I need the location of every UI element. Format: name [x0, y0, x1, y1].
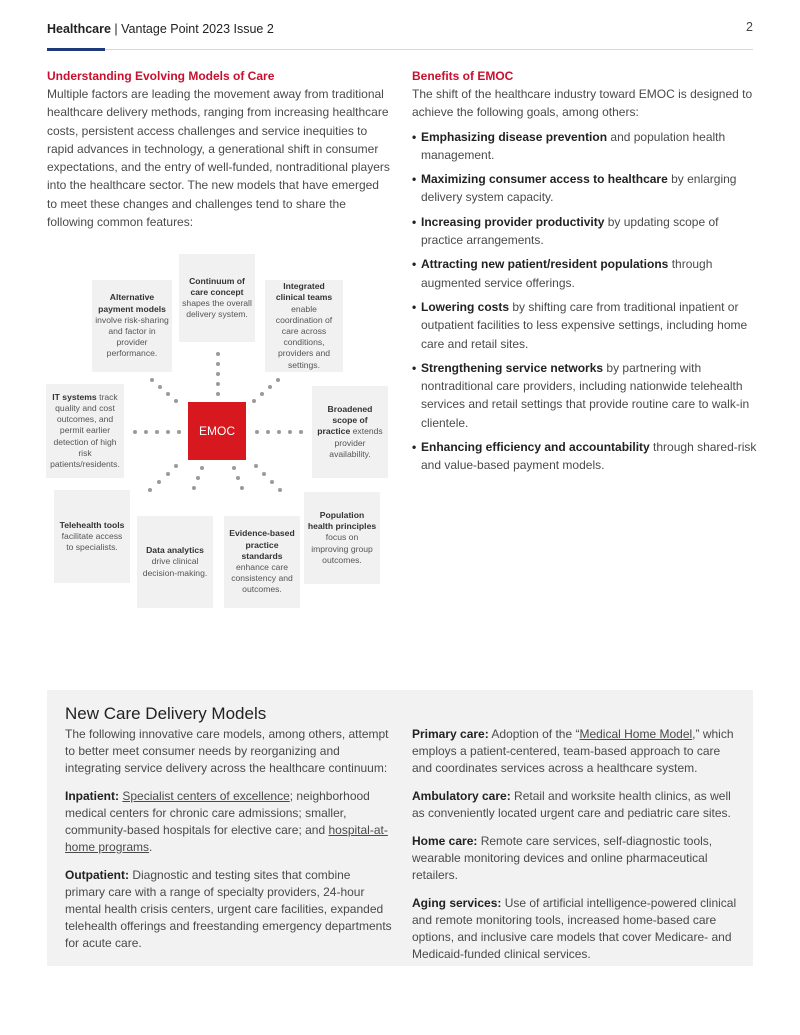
- benefit-item: • Strengthening service networks by partnering with nontraditional care providers, including nationwide telehealth services and retail settings that provide routine care to walk-in clientele.: [412, 359, 757, 432]
- connector-dot: [277, 430, 281, 434]
- page-header: [47, 20, 753, 50]
- benefit-item: • Emphasizing disease prevention and population health management.: [412, 128, 757, 165]
- emoc-diagram: [40, 250, 400, 615]
- connector-dot: [260, 392, 264, 396]
- connector-dot: [166, 472, 170, 476]
- diagram-box-evidence-based: Evidence-based practice standards enhance care consistency and outcomes.: [224, 516, 300, 608]
- section-heading-benefits: Benefits of EMOC: [412, 69, 514, 83]
- left-column: [47, 67, 392, 231]
- header-accent-rule: [47, 48, 105, 51]
- connector-dot: [155, 430, 159, 434]
- page-number: 2: [746, 20, 753, 34]
- connector-dot: [252, 399, 256, 403]
- connector-dot: [150, 378, 154, 382]
- diagram-box-clinical-teams: Integrated clinical teams enable coordination of care across conditions, providers and settings.: [265, 280, 343, 372]
- connector-dot: [266, 430, 270, 434]
- diagram-box-continuum: Continuum of care concept shapes the overall delivery system.: [179, 254, 255, 342]
- connector-dot: [216, 352, 220, 356]
- benefit-item: • Increasing provider productivity by updating scope of practice arrangements.: [412, 213, 757, 250]
- inpatient-paragraph: Inpatient: Specialist centers of excellence; neighborhood medical centers for chronic care admissions; smaller, community-based hospitals for elective care; and hospital-at-home programs.: [65, 789, 388, 854]
- connector-dot: [158, 385, 162, 389]
- connector-dot: [174, 399, 178, 403]
- connector-dot: [157, 480, 161, 484]
- connector-dot: [288, 430, 292, 434]
- connector-dot: [196, 476, 200, 480]
- evolving-models-body: Multiple factors are leading the movement away from traditional healthcare delivery methods, ranging from increasing healthcare costs, persistent access challenges and service inequities to rapid advances in technology, a generational shift in consumer expectations, and the entry of well-funded, nontraditional players into the healthcare sector. The new models that have emerged to meet these changes and challenges tend to share the following common features:: [47, 87, 390, 230]
- diagram-box-scope-of-practice: Broadened scope of practice extends provider availability.: [312, 386, 388, 478]
- panel-left-column: [65, 726, 393, 963]
- benefit-item: • Lowering costs by shifting care from traditional inpatient or outpatient facilities to less expensive settings, including home care and retail sites.: [412, 298, 757, 353]
- connector-dot: [232, 466, 236, 470]
- connector-dot: [192, 486, 196, 490]
- primary-care-paragraph: Primary care: Adoption of the “Medical Home Model,” which employs a patient-centered, team-based approach to care and coordinates services across a healthcare system.: [412, 727, 734, 775]
- benefit-item: • Maximizing consumer access to healthcare by enlarging delivery system capacity.: [412, 170, 757, 207]
- connector-dot: [278, 488, 282, 492]
- connector-dot: [148, 488, 152, 492]
- connector-dot: [270, 480, 274, 484]
- emoc-center-box: EMOC: [188, 402, 246, 460]
- connector-dot: [240, 486, 244, 490]
- connector-dot: [177, 430, 181, 434]
- connector-dot: [216, 372, 220, 376]
- diagram-box-payment-models: Alternative payment models involve risk-sharing and factor in provider performance.: [92, 280, 172, 372]
- medical-home-model-link[interactable]: Medical Home Model: [579, 727, 693, 741]
- benefit-item: • Enhancing efficiency and accountability through shared-risk and value-based payment models.: [412, 438, 757, 475]
- specialist-centers-link[interactable]: Specialist centers of excellence: [122, 789, 290, 803]
- outpatient-paragraph: Outpatient: Diagnostic and testing sites that combine primary care with a range of specialty providers, 24-hour mental health crisis centers, urgent care facilities, expanded telehealth offerings and freestanding emergency departments for acute care.: [65, 868, 392, 950]
- diagram-box-it-systems: IT systems track quality and cost outcomes, and permit earlier detection of high risk patients/residents.: [46, 384, 124, 478]
- connector-dot: [276, 378, 280, 382]
- panel-title: New Care Delivery Models: [65, 704, 267, 723]
- panel-right-column: [412, 726, 742, 974]
- hospital-at-home-link[interactable]: hospital-at-home programs: [65, 823, 388, 854]
- connector-dot: [216, 382, 220, 386]
- connector-dot: [144, 430, 148, 434]
- connector-dot: [268, 385, 272, 389]
- connector-dot: [166, 392, 170, 396]
- panel-intro: The following innovative care models, among others, attempt to better meet consumer needs by reorganizing and integrating service delivery across the healthcare continuum:: [65, 727, 389, 775]
- ambulatory-care-paragraph: Ambulatory care: Retail and worksite health clinics, as well as conveniently located urgent care and pediatric care sites.: [412, 789, 731, 820]
- home-care-paragraph: Home care: Remote care services, self-diagnostic tools, wearable monitoring devices and online pharmaceutical retailers.: [412, 834, 713, 882]
- connector-dot: [174, 464, 178, 468]
- publication-title: Healthcare | Vantage Point 2023 Issue 2: [47, 22, 274, 36]
- care-delivery-models-panel: [47, 690, 753, 966]
- connector-dot: [216, 362, 220, 366]
- benefits-intro: The shift of the healthcare industry toward EMOC is designed to achieve the following goals, among others:: [412, 87, 753, 120]
- section-heading-evolving-models: Understanding Evolving Models of Care: [47, 69, 275, 83]
- connector-dot: [133, 430, 137, 434]
- connector-dot: [236, 476, 240, 480]
- connector-dot: [200, 466, 204, 470]
- connector-dot: [255, 430, 259, 434]
- connector-dot: [216, 392, 220, 396]
- right-column: [412, 67, 757, 475]
- benefit-item: • Attracting new patient/resident populations through augmented service offerings.: [412, 255, 757, 292]
- diagram-box-telehealth: Telehealth tools facilitate access to specialists.: [54, 490, 130, 583]
- diagram-box-data-analytics: Data analytics drive clinical decision-making.: [137, 516, 213, 608]
- connector-dot: [299, 430, 303, 434]
- connector-dot: [254, 464, 258, 468]
- connector-dot: [166, 430, 170, 434]
- aging-services-paragraph: Aging services: Use of artificial intelligence-powered clinical and remote monitoring tools, increased home-based care options, and inclusive care models that cover Medicare- and Medicaid-funded clinical services.: [412, 896, 737, 961]
- diagram-box-population-health: Population health principles focus on improving group outcomes.: [304, 492, 380, 584]
- connector-dot: [262, 472, 266, 476]
